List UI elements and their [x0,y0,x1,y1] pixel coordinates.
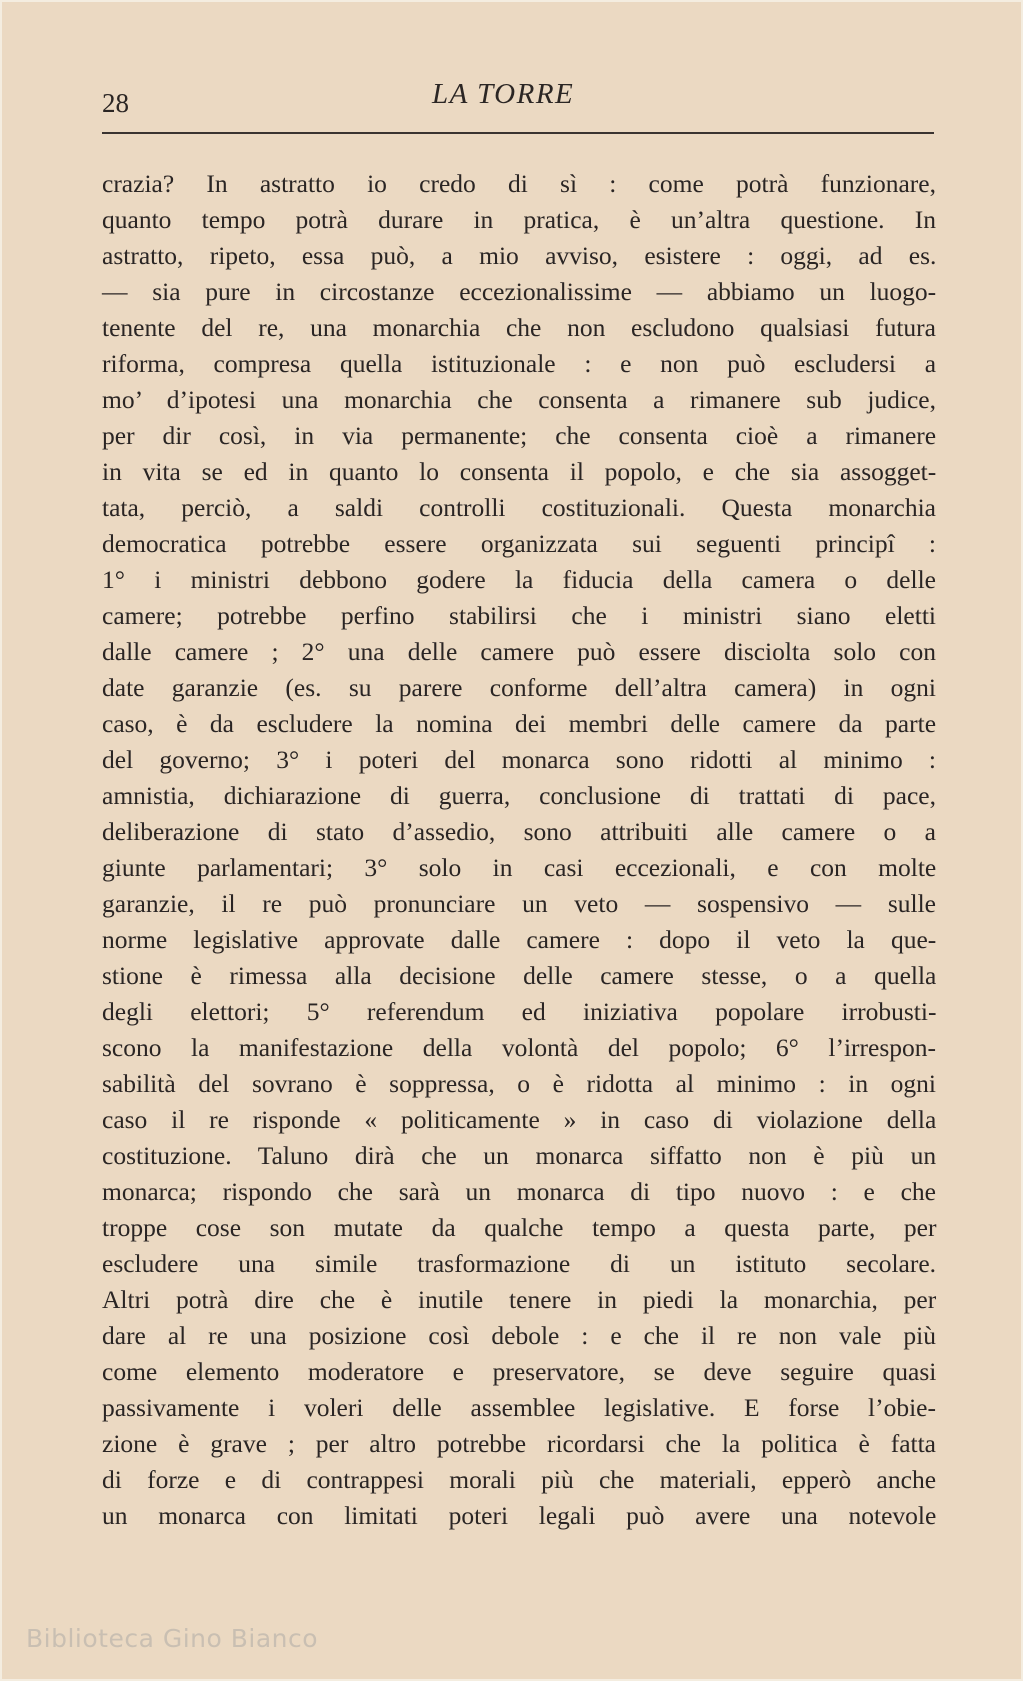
text-line: camere; potrebbe perfino stabilirsi che i ministri siano eletti [102,601,936,630]
text-line: di forze e di contrappesi morali più che materiali, epperò anche [102,1465,937,1494]
text-line: giunte parlamentari; 3° solo in casi eccezionali, e con molte [102,853,937,882]
text-line: caso, è da escludere la nomina dei membri delle camere da parte [102,709,937,738]
text-line: astratto, ripeto, essa può, a mio avviso, esistere : oggi, ad es. [102,241,937,270]
text-line: costituzione. Taluno dirà che un monarca siffatto non è più un [102,1141,937,1170]
header-rule [102,132,934,134]
text-line: Altri potrà dire che è inutile tenere in piedi la monarchia, per [102,1285,937,1314]
text-line: tata, perciò, a saldi controlli costituzionali. Questa monarchia [102,493,936,522]
text-line: crazia? In astratto io credo di sì : come potrà funzionare, [102,169,936,198]
text-line: stione è rimessa alla decisione delle camere stesse, o a quella [102,961,937,990]
page-number: 28 [102,88,129,118]
text-line: tenente del re, una monarchia che non escludono qualsiasi futura [102,313,936,342]
text-line: per dir così, in via permanente; che consenta cioè a rimanere [102,421,937,450]
text-line: dare al re una posizione così debole : e che il re non vale più [102,1321,937,1350]
text-line: dalle camere ; 2° una delle camere può essere disciolta solo con [102,637,936,666]
text-line: norme legislative approvate dalle camere : dopo il veto la que- [102,925,937,954]
text-line: mo’ d’ipotesi una monarchia che consenta a rimanere sub judice, [102,385,936,414]
page-header [102,78,934,118]
text-line: monarca; rispondo che sarà un monarca di tipo nuovo : e che [102,1177,937,1206]
text-line: amnistia, dichiarazione di guerra, conclusione di trattati di pace, [102,781,936,810]
text-line: in vita se ed in quanto lo consenta il popolo, e che sia assogget- [102,457,937,486]
library-watermark: Biblioteca Gino Bianco [26,1624,319,1653]
text-line: escludere una simile trasformazione di un istituto secolare. [102,1249,937,1278]
body-text [102,166,936,1534]
text-line: degli elettori; 5° referendum ed iniziativa popolare irrobusti- [102,997,937,1026]
running-title: LA TORRE [432,78,575,110]
text-line: garanzie, il re può pronunciare un veto — sospensivo — sulle [102,889,936,918]
text-line: sabilità del sovrano è soppressa, o è ridotta al minimo : in ogni [102,1069,936,1098]
text-line: troppe cose son mutate da qualche tempo a questa parte, per [102,1213,937,1242]
text-line: un monarca con limitati poteri legali può avere una notevole [102,1501,937,1530]
text-line: riforma, compresa quella istituzionale : e non può escludersi a [102,349,937,378]
text-line: quanto tempo potrà durare in pratica, è un’altra questione. In [102,205,936,234]
text-line: democratica potrebbe essere organizzata sui seguenti principî : [102,529,936,558]
text-line: caso il re risponde « politicamente » in caso di violazione della [102,1105,937,1134]
text-line: date garanzie (es. su parere conforme dell’altra camera) in ogni [102,673,936,702]
text-line: come elemento moderatore e preservatore, se deve seguire quasi [102,1357,937,1386]
text-line: del governo; 3° i poteri del monarca sono ridotti al minimo : [102,745,936,774]
text-line: zione è grave ; per altro potrebbe ricordarsi che la politica è fatta [102,1429,936,1458]
text-line: scono la manifestazione della volontà del popolo; 6° l’irrespon- [102,1033,936,1062]
text-line: 1° i ministri debbono godere la fiducia della camera o delle [102,565,936,594]
text-line: passivamente i voleri delle assemblee legislative. E forse l’obie- [102,1393,936,1422]
text-line: — sia pure in circostanze eccezionalissime — abbiamo un luogo- [102,277,937,306]
text-line: deliberazione di stato d’assedio, sono attribuiti alle camere o a [102,817,936,846]
